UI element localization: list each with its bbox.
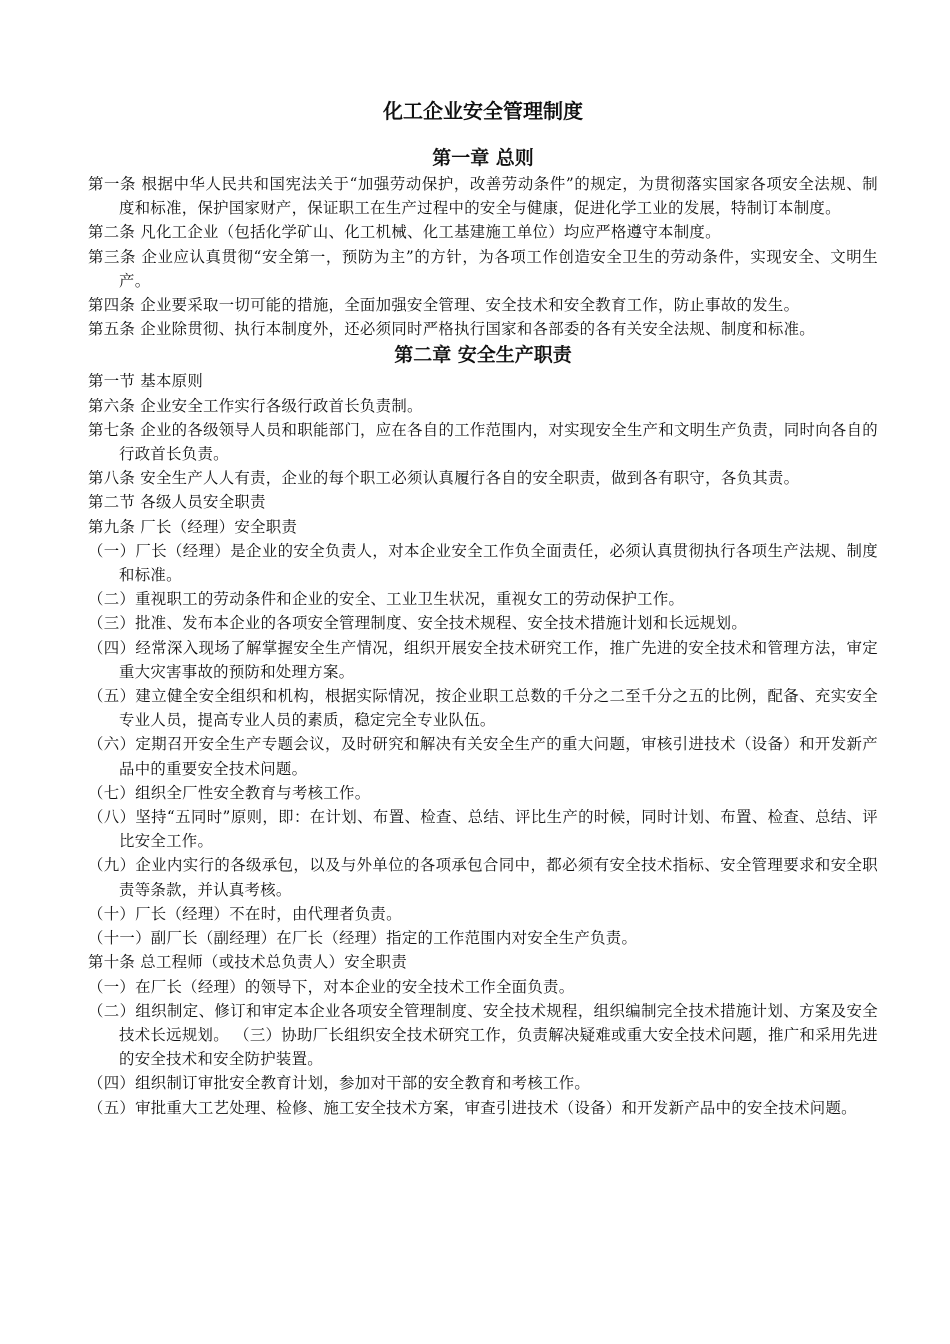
chapter-1-heading: 第一章 总则 <box>432 147 534 169</box>
article-9-heading: 第九条 厂长（经理）安全职责 <box>88 517 298 536</box>
article-8: 第八条 安全生产人人有责，企业的每个职工必须认真履行各自的安全职责，做到各有职守，各负其责。 <box>88 469 800 488</box>
article-9-item-9: （九）企业内实行的各级承包，以及与外单位的各项承包合同中，都必须有安全技术指标、安全管理要求和安全职责等条款，并认真考核。 <box>88 856 878 899</box>
article-5: 第五条 企业除贯彻、执行本制度外，还必须同时严格执行国家和各部委的各有关安全法规、制度和标准。 <box>88 320 815 339</box>
article-9-item-4: （四）经常深入现场了解掌握安全生产情况，组织开展安全技术研究工作，推广先进的安全技术和管理方法，审定重大灾害事故的预防和处理方案。 <box>88 638 878 681</box>
article-10-heading: 第十条 总工程师（或技术总负责人）安全职责 <box>88 953 408 972</box>
article-9-item-7: （七）组织全厂性安全教育与考核工作。 <box>88 783 371 802</box>
article-9-item-6: （六）定期召开安全生产专题会议，及时研究和解决有关安全生产的重大问题，审核引进技术（设备）和开发新产品中的重要安全技术问题。 <box>88 735 878 778</box>
article-9-item-5: （五）建立健全安全组织和机构，根据实际情况，按企业职工总数的千分之二至千分之五的比例，配备、充实安全专业人员，提高专业人员的素质，稳定完全专业队伍。 <box>88 687 878 730</box>
article-9-item-10: （十）厂长（经理）不在时，由代理者负责。 <box>88 904 402 923</box>
document-page <box>88 96 878 1120</box>
article-10-item-4: （四）组织制订审批安全教育计划，参加对干部的安全教育和考核工作。 <box>88 1074 591 1093</box>
article-10-item-5: （五）审批重大工艺处理、检修、施工安全技术方案，审查引进技术（设备）和开发新产品中的安全技术问题。 <box>88 1098 857 1117</box>
article-9-item-3: （三）批准、发布本企业的各项安全管理制度、安全技术规程、安全技术措施计划和长远规划。 <box>88 614 748 633</box>
section-2-heading: 第二节 各级人员安全职责 <box>88 493 266 512</box>
article-6: 第六条 企业安全工作实行各级行政首长负责制。 <box>88 396 423 415</box>
article-3: 第三条 企业应认真贯彻“安全第一，预防为主”的方针，为各项工作创造安全卫生的劳动条件，实现安全、文明生产。 <box>88 247 878 290</box>
article-1: 第一条 根据中华人民共和国宪法关于“加强劳动保护，改善劳动条件”的规定，为贯彻落实国家各项安全法规、制度和标准，保护国家财产，保证职工在生产过程中的安全与健康，促进化学工业的发展，特制订本制度。 <box>88 175 878 218</box>
article-2: 第二条 凡化工企业（包括化学矿山、化工机械、化工基建施工单位）均应严格遵守本制度。 <box>88 223 721 242</box>
article-9-item-2: （二）重视职工的劳动条件和企业的安全、工业卫生状况，重视女工的劳动保护工作。 <box>88 590 685 609</box>
article-4: 第四条 企业要采取一切可能的措施，全面加强安全管理、安全技术和安全教育工作，防止事故的发生。 <box>88 296 800 315</box>
article-10-item-2: （二）组织制定、修订和审定本企业各项安全管理制度、安全技术规程，组织编制完全技术措施计划、方案及安全技术长远规划。 （三）协助厂长组织安全技术研究工作，负责解决疑难或重大安全技术问题，推广和采用先进的安全技术和安全防护装置。 <box>88 1001 878 1069</box>
article-7: 第七条 企业的各级领导人员和职能部门，应在各自的工作范围内，对实现安全生产和文明生产负责，同时向各自的行政首长负责。 <box>88 420 878 464</box>
article-9-item-1: （一）厂长（经理）是企业的安全负责人，对本企业安全工作负全面责任，必须认真贯彻执行各项生产法规、制度和标准。 <box>88 541 878 585</box>
article-9-item-11: （十一）副厂长（副经理）在厂长（经理）指定的工作范围内对安全生产负责。 <box>88 929 638 948</box>
article-9-item-8: （八）坚持“五同时”原则，即：在计划、布置、检查、总结、评比生产的时候，同时计划、布置、检查、总结、评比安全工作。 <box>88 808 878 851</box>
section-1-heading: 第一节 基本原则 <box>88 372 204 391</box>
document-title: 化工企业安全管理制度 <box>383 99 583 123</box>
article-10-item-1: （一）在厂长（经理）的领导下，对本企业的安全技术工作全面负责。 <box>88 977 575 996</box>
chapter-2-heading: 第二章 安全生产职责 <box>394 344 572 367</box>
